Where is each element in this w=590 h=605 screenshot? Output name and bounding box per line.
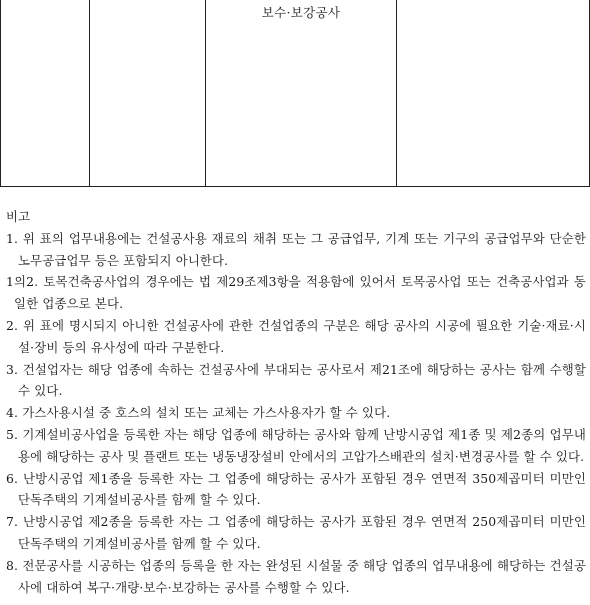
note-item-2 — [6, 315, 586, 359]
note-text: 건설업자는 해당 업종에 속하는 건설공사에 부대되는 공사로서 제21조에 해당하는 공사는 함께 수행할 수 있다. — [18, 361, 586, 399]
table-column-divider — [89, 0, 90, 186]
note-number: 6. — [6, 470, 19, 486]
note-text: 위 표에 명시되지 아니한 건설공사에 관한 건설업종의 구분은 해당 공사의 시공에 필요한 기술·재료·시설·장비 등의 유사성에 따라 구분한다. — [18, 317, 587, 355]
table-column-divider — [205, 0, 206, 186]
note-text: 난방시공업 제2종을 등록한 자는 그 업종에 해당하는 공사가 포함된 경우 연면적 250제곱미터 미만인 단독주택의 기계설비공사를 함께 할 수 있다. — [18, 514, 586, 551]
note-text: 위 표의 업무내용에는 건설공사용 재료의 채취 또는 그 공급업무, 기계 또는 기구의 공급업무와 단순한 노무공급업무 등은 포함되지 아니한다. — [18, 230, 586, 268]
note-number: 5. — [6, 426, 19, 442]
note-number: 2. — [6, 317, 19, 333]
note-item-6 — [6, 468, 586, 512]
note-number: 8. — [6, 557, 19, 573]
note-item-7 — [6, 511, 586, 555]
note-item-4 — [6, 402, 586, 424]
note-text: 전문공사를 시공하는 업종의 등록을 한 자는 완성된 시설물 중 해당 업종의 업무내용에 해당하는 건설공사에 대하여 복구·개량·보수·보강하는 공사를 수행할 수 있다. — [18, 557, 587, 595]
note-item-1-2 — [6, 271, 586, 315]
table-column-divider — [396, 0, 397, 186]
notes-section — [6, 206, 586, 598]
note-item-8 — [6, 555, 586, 599]
note-number: 3. — [6, 361, 19, 377]
table-cell-text: 보수·보강공사 — [261, 5, 341, 20]
note-number: 1. — [6, 230, 19, 246]
note-item-1 — [6, 228, 586, 272]
note-number: 7. — [6, 514, 19, 530]
note-text: 난방시공업 제1종을 등록한 자는 그 업종에 해당하는 공사가 포함된 경우 연면적 350제곱미터 미만인 단독주택의 기계설비공사를 함께 할 수 있다. — [18, 470, 586, 508]
note-item-5 — [6, 424, 586, 468]
note-number: 1의2. — [6, 274, 39, 290]
note-text: 가스사용시설 중 호스의 설치 또는 교체는 가스사용자가 할 수 있다. — [22, 405, 391, 421]
notes-heading: 비고 — [6, 209, 31, 224]
table-fragment — [0, 0, 590, 187]
note-text: 기계설비공사업을 등록한 자는 해당 업종에 해당하는 공사와 함께 난방시공업 제1종 및 제2종의 업무내용에 해당하는 공사 및 플랜트 또는 냉동냉장설비 안에서의 고압가스배관의 설치·변경공사를 할 수 있다. — [18, 426, 586, 464]
note-text: 토목건축공사업의 경우에는 법 제29조제3항을 적용함에 있어서 토목공사업 또는 건축공사업과 동일한 업종으로 본다. — [14, 274, 586, 312]
note-item-3 — [6, 359, 586, 403]
note-number: 4. — [6, 405, 19, 421]
